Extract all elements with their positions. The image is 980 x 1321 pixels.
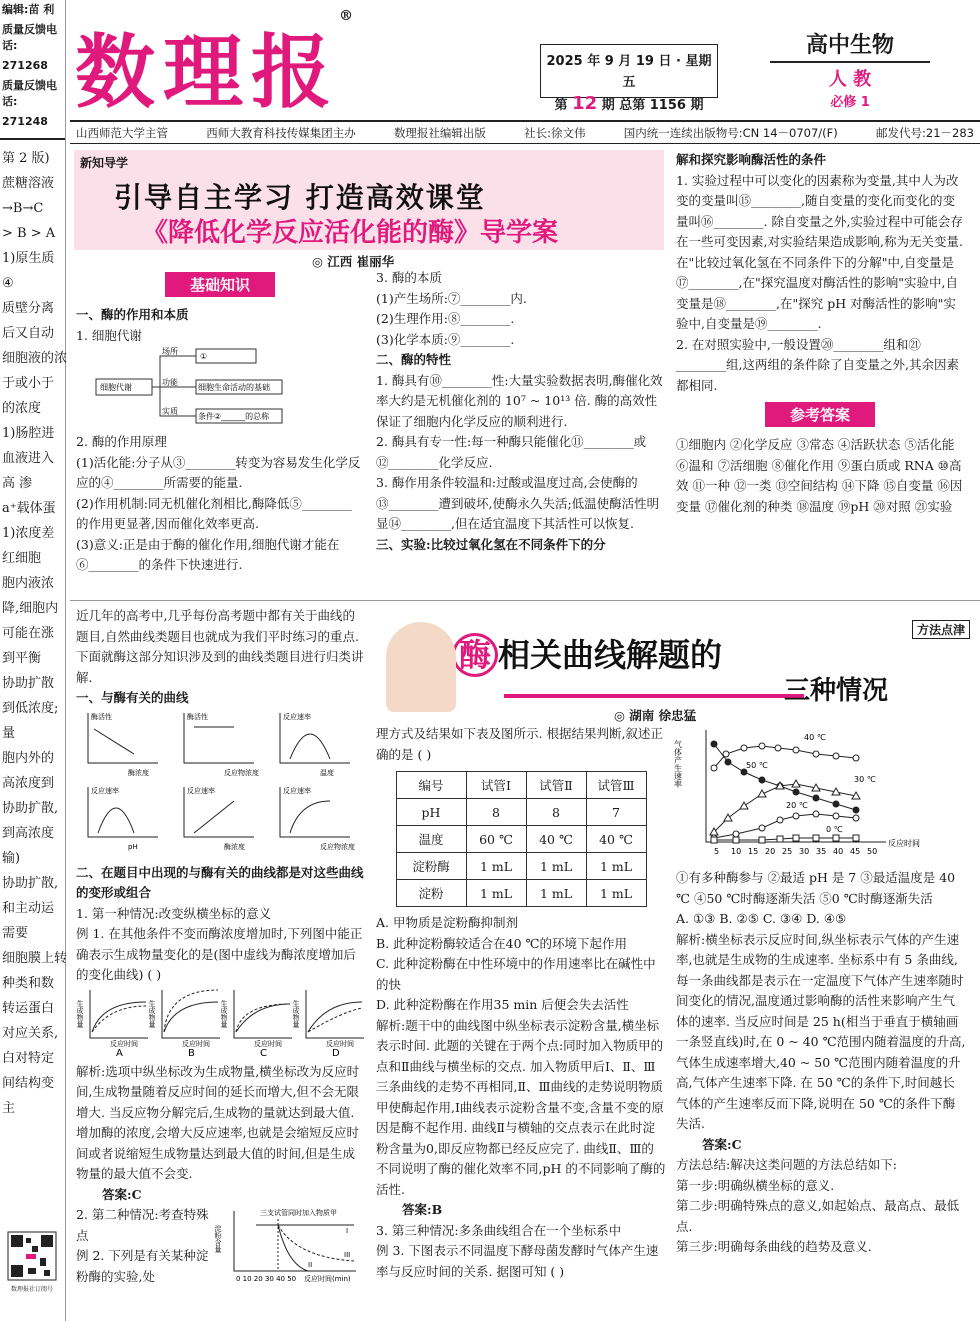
option-curve-dashed: [308, 1008, 362, 1032]
data-point: [759, 837, 765, 843]
option-letter: D: [332, 1047, 340, 1059]
subheading: 二、酶的特性: [376, 352, 452, 367]
data-point: [793, 813, 799, 819]
paragraph: (3)化学本质:⑨________.: [376, 331, 515, 347]
mini-curve: [290, 734, 330, 759]
diagram-root: 细胞代谢: [100, 383, 132, 392]
fragment-line: 量: [2, 726, 16, 741]
paragraph: 近几年的高考中,几乎每份高考题中都有关于曲线的题目,自然曲线类题目也就成为我们平时练习的重点. 下面就酶这部分知识涉及到的曲线类题目进行归类讲解.: [76, 608, 364, 685]
girl-photo: [386, 622, 456, 712]
x-tick: 30: [799, 847, 810, 856]
answers-heading: 参考答案: [765, 402, 875, 427]
title-char: 酶: [452, 633, 498, 677]
fragment-line: 高浓度到: [2, 776, 55, 791]
gas-rate-chart: [673, 724, 966, 864]
data-point: [777, 817, 783, 823]
option-y-label: 生成物量: [148, 999, 156, 1028]
x-tick: 15: [748, 847, 759, 856]
option-curve-dashed: [236, 1004, 290, 1032]
column-tag: 新知导学: [80, 156, 129, 170]
mini-y-label: 反应速率: [283, 786, 311, 795]
paragraph: 1. 酶具有⑩________性:大量实验数据表明,酶催化效率大约是无机催化剂的 10⁷ ~ 10¹³ 倍. 酶的高效性保证了细胞内化学反应的顺利进行.: [376, 372, 663, 429]
data-point: [833, 813, 839, 819]
data-point: [711, 837, 717, 843]
curves-column: [76, 606, 366, 1287]
data-point: [740, 802, 748, 809]
subheading: 3. 酶的本质: [376, 270, 442, 285]
mini-curve: [194, 801, 234, 833]
mini-y-label: 反应速率: [91, 786, 119, 795]
mini-x-label: 酶浓度: [224, 842, 245, 851]
step: 第三步:明确每条曲线的趋势及意义.: [676, 1239, 872, 1254]
mini-x-label: 酶浓度: [128, 768, 149, 777]
fragment-line: 主: [2, 1101, 16, 1116]
options: ①有多种酶参与 ②最适 pH 是 7 ③最适温度是 40 ℃ ④50 ℃时酶逐渐失活 ⑤0 ℃时酶逐渐失活: [676, 870, 956, 906]
answer: 答案:C: [702, 1136, 742, 1152]
data-point: [759, 743, 765, 749]
analysis: 解析:题干中的曲线图中纵坐标表示淀粉含量,横坐标表示时间. 此题的关键在于两个点:同时加入物质甲的点和Ⅱ曲线与横坐标的交点. 加入物质甲后Ⅰ、Ⅱ、Ⅲ三条曲线的走势不再相同,Ⅱ、Ⅲ曲线的走势说明物质甲使酶起作用,Ⅰ曲线表示淀粉含量不变,含量不变的原因是酶不起作用. 曲线Ⅱ与横轴的交点表示在此时淀粉含量为0,即反应物都已经反应完了. 曲线Ⅱ、Ⅲ的不同说明了酶的催化效率不同,pH 的不同影响了酶的活性.: [376, 1017, 666, 1197]
subheading: 一、与酶有关的曲线: [76, 690, 189, 705]
fragment-line: 蔗糖溶液: [2, 176, 55, 191]
mini-x-label: pH: [128, 842, 138, 851]
analysis: 解析:选项中纵坐标改为生成物量,横坐标改为反应时间,生成物量随着反应时间的延长而增大,但不会无限增大. 当反应物分解完后,生成物的量就达到最大值. 增加酶的浓度,会增大反应速率,也就是会缩短反应时间或者说缩短生成物量达到最大值的时间,但是生成物量的最大值不会变.: [76, 1063, 360, 1181]
subject-title: 高中生物: [770, 28, 930, 63]
x-axis-label: 反应时间: [888, 839, 920, 848]
diagram-branch: 实质: [162, 407, 178, 416]
issue-number: 12: [572, 93, 598, 114]
x-tick: 40: [833, 847, 844, 856]
step: 第一步:明确纵横坐标的意义.: [676, 1177, 835, 1193]
fragment-line: 胞内外的: [2, 751, 55, 766]
fragment-line: →B→C: [2, 201, 44, 216]
data-point: [733, 837, 739, 843]
fragment-line: 协助扩散,: [2, 876, 59, 891]
option-letter: A: [116, 1047, 123, 1059]
feedback-phone: 271248: [0, 112, 65, 140]
data-point: [833, 753, 839, 759]
fragment-line: 质壁分离: [2, 301, 55, 316]
table-header: 编号: [396, 772, 466, 799]
mini-x-label: 反应物浓度: [224, 768, 259, 777]
option-curve-dashed: [92, 1006, 146, 1032]
paragraph: 理方式及结果如下表及图所示. 根据结果判断,叙述正确的是 ( ): [376, 726, 663, 762]
table-row: 淀粉 1 mL 1 mL 1 mL: [396, 880, 646, 907]
data-point: [853, 835, 859, 841]
fragment-line: 于或小于: [2, 376, 55, 391]
series-label: II: [308, 1261, 313, 1269]
answer: 答案:B: [402, 1202, 443, 1217]
data-point: [853, 815, 859, 821]
option-letter: C: [260, 1047, 267, 1059]
subheading: 三、实验:比较过氧化氢在不同条件下的分: [376, 536, 606, 552]
fragment-line: 需要: [2, 926, 29, 941]
fragment-line: 胞内液浓: [2, 576, 55, 591]
fragment-line: 后又自动: [2, 326, 55, 341]
article-banner-2: [384, 620, 974, 720]
data-point: [777, 836, 783, 842]
data-point: [813, 751, 819, 757]
subheading: 1. 细胞代谢: [76, 327, 142, 343]
x-tick: 50: [867, 847, 878, 856]
example3-column: [673, 724, 966, 1258]
fragment-line: 间结构变: [2, 1076, 55, 1091]
option-curve-dashed: [164, 990, 218, 1032]
example-question: 例 1. 在其他条件不变而酶浓度增加时,下列图中能正确表示生成物量变化的是(图中虚线为酶浓度增加后的变化曲线) ( ): [76, 926, 363, 982]
option-x-label: 反应时间: [182, 1039, 210, 1048]
subheading: 二、在题目中出现的与酶有关的曲线都是对这些曲线的变形或组合: [76, 864, 364, 900]
fragment-line: > B > A: [2, 226, 56, 241]
annotation: 三支试管同时加入物质甲: [260, 1209, 337, 1217]
banner-title-2: 三种情况: [784, 676, 889, 706]
data-point: [833, 801, 839, 807]
mini-y-label: 酶活性: [91, 712, 112, 721]
logo-text: 数理报: [75, 25, 339, 119]
x-axis-label: 反应时间(min): [304, 1275, 351, 1283]
option-x-label: 反应时间: [110, 1039, 138, 1048]
option-y-label: 生成物量: [220, 999, 228, 1028]
fragment-line: 1)肠腔进: [2, 426, 55, 441]
table-header: 试管Ⅲ: [586, 772, 646, 799]
table-header: 试管Ⅰ: [466, 772, 526, 799]
enzyme-properties-column: [376, 268, 664, 555]
data-point: [853, 807, 859, 813]
pub-item: 数理报社编辑出版: [393, 125, 486, 140]
option-curve: [236, 1004, 290, 1032]
fragment-line: 到平衡: [2, 651, 42, 666]
option-x-label: 反应时间: [326, 1039, 354, 1048]
option-x-label: 反应时间: [254, 1039, 282, 1048]
x-tick: 20: [765, 847, 776, 856]
table-header: 试管Ⅱ: [526, 772, 586, 799]
x-tick: 25: [782, 847, 793, 856]
fragment-line: 降,细胞内: [2, 601, 59, 616]
data-point: [775, 745, 781, 751]
subheading: 1. 第一种情况:改变纵横坐标的意义: [76, 905, 272, 921]
fragment-line: 1)原生质: [2, 251, 55, 266]
mini-x-label: 反应物浓度: [320, 842, 355, 851]
fragment-line: 转运蛋白: [2, 1001, 55, 1016]
basics-column: [76, 272, 364, 576]
pub-item: 社长:徐文伟: [524, 125, 586, 140]
volume-label: 必修 1: [830, 95, 870, 110]
series-label: 0 ℃: [826, 825, 843, 834]
fragment-line: 到低浓度;: [2, 701, 59, 716]
article-author: ◎ 湖南 徐忠猛: [614, 708, 697, 723]
answer: 答案:C: [102, 1186, 142, 1202]
banner-title: 引导自主学习 打造高效课堂: [114, 181, 486, 214]
subheading: 解和探究影响酶活性的条件: [676, 152, 827, 167]
fragment-line: 白对特定: [2, 1051, 55, 1066]
diagram-branch: 功能: [162, 378, 178, 387]
banner-subtitle: 《降低化学反应活化能的酶》导学案: [142, 218, 559, 248]
paragraph: 3. 酶作用条件较温和:过酸或温度过高,会使酶的⑬________遭到破坏,使酶永久失活;低温使酶活性明显⑭________,但在适宜温度下其活性可以恢复.: [376, 475, 660, 531]
example2-column: [376, 724, 666, 1282]
x-tick: 5: [714, 847, 720, 856]
fragment-line: 对应关系,: [2, 1026, 59, 1041]
section-divider: [70, 600, 980, 601]
fragment-line: 细胞膜上转: [2, 951, 68, 966]
option-y-label: 生成物量: [76, 999, 84, 1028]
data-point: [741, 745, 747, 751]
data-point: [792, 780, 800, 787]
article-banner: [74, 150, 664, 250]
step: 第二步:明确特殊点的意义,如起始点、最高点、最低点.: [676, 1198, 960, 1234]
mini-curve: [290, 801, 330, 833]
pub-item: 邮发代号:21－283: [876, 125, 974, 140]
option-curve: [164, 1002, 218, 1032]
article-author: ◎ 江西 崔丽华: [312, 254, 395, 269]
experiment-column: [676, 150, 964, 517]
series-label: I: [346, 1227, 349, 1235]
paragraph: (2)作用机制:同无机催化剂相比,酶降低⑤________的作用更显著,因而催化效率更高.: [76, 495, 352, 531]
option-curve: [308, 1002, 362, 1032]
qr-code: [4, 1232, 60, 1292]
editor-line: 编辑:苗 利: [2, 3, 55, 16]
feedback-label: 质量反馈电话:: [2, 79, 57, 108]
fragment-line: 血液进入: [2, 451, 55, 466]
data-point: [758, 790, 766, 797]
banner-arrow: [504, 694, 804, 698]
fragment-line: 协助扩散: [2, 676, 55, 691]
data-point: [793, 789, 799, 795]
series-label: 20 ℃: [786, 801, 808, 810]
option-curve: [92, 1002, 146, 1032]
fragment-line: 协助扩散,: [2, 801, 59, 816]
data-point: [813, 835, 819, 841]
subheading: 一、酶的作用和本质: [76, 307, 189, 322]
option-y-label: 生成物量: [292, 999, 300, 1028]
newspaper-logo: [75, 8, 435, 119]
fragment-line: 和主动运: [2, 901, 55, 916]
issue-prefix: 第: [554, 98, 568, 113]
experiment-table: [396, 771, 647, 907]
issue-total: 期 总第 1156 期: [601, 98, 704, 113]
paragraph: (2)生理作用:⑧________.: [376, 311, 515, 326]
option: B. 此种淀粉酶较适合在40 ℃的环境下起作用: [376, 935, 627, 951]
data-point: [759, 825, 765, 831]
fragment-line: 种类和数: [2, 976, 55, 991]
paragraph: 1. 实验过程中可以变化的因素称为变量,其中人为改变的变量叫⑮________,随自变量的变化而变化的变量叫⑯________. 除自变量之外,实验过程中可能会存在一些可变因素,对实验结果造成影响,称为无关变量. 在"比较过氧化氢在不同条件下的分解"中,自变量是⑰________,在"探究温度对酶活性的影响"实验中,自变量是⑱________,在"探究 pH 对酶活性的影响"实验中,自变量是⑲________.: [676, 172, 963, 331]
example-question: 例 3. 下图表示不同温度下酵母菌发酵时气体产生速率与反应时间的关系. 据图可知 ( ): [376, 1243, 659, 1279]
y-axis-label: 气体产生速率: [673, 740, 683, 788]
example-question: 例 2. 下列是有关某种淀粉酶的实验,处: [76, 1248, 209, 1284]
data-point: [725, 759, 731, 765]
fragment-line: 高 渗: [2, 476, 33, 491]
data-point: [793, 747, 799, 753]
feedback-label: 质量反馈电话:: [2, 23, 57, 52]
starch-content-chart: [216, 1205, 366, 1285]
section-heading: 基础知识: [165, 272, 275, 297]
data-point: [759, 777, 765, 783]
analysis: 解析:横坐标表示反应时间,纵坐标表示气体的产生速率,也就是生成物的生成速率. 坐标系中有 5 条曲线,每一条曲线都是表示在一定温度下气体产生速率随时间变化的情况,温度通过影响酶的活性来影响产生气体的速率. 当反应时间是 25 h(相当于垂直于横轴画一条竖直线)时,在 0 ~ 40 ℃范围内随着温度的升高,气体生成速率增大,40 ~ 50 ℃范围内随着温度的升高,气体产生速率下降. 在 50 ℃的条件下,时间越长气体的产生速率反而下降,说明在 50 ℃的条件下酶失活.: [676, 931, 966, 1131]
fragment-line: 可能在涨: [2, 626, 55, 641]
date-box: [540, 44, 718, 114]
paragraph: 2. 在对照实验中,一般设置⑳________组和㉑________组,这两组的条件除了自变量之外,其余因素都相同.: [676, 336, 959, 393]
fragment-line: 红细胞: [2, 551, 42, 566]
x-ticks: 0 10 20 30 40 50: [236, 1275, 297, 1283]
registered-mark: ®: [339, 8, 361, 24]
series-label: III: [344, 1251, 351, 1259]
column-tag: 方法点津: [912, 620, 970, 639]
choices: A. ①③ B. ②⑤ C. ③④ D. ④⑤: [676, 911, 847, 926]
publication-info-bar: [70, 120, 980, 144]
banner-title: [452, 630, 722, 676]
x-tick: 45: [850, 847, 861, 856]
subheading: 3. 第三种情况:多条曲线组合在一个坐标系中: [376, 1222, 622, 1238]
qr-label: 数理报社订阅号: [10, 1286, 53, 1293]
paragraph: (1)活化能:分子从③________转变为容易发生化学反应的④________所需要的能量.: [76, 454, 361, 490]
fragment-line: a⁺载体蛋: [2, 501, 56, 516]
table-row: 淀粉酶 1 mL 1 mL 1 mL: [396, 853, 646, 880]
diagram-branch: 场所: [162, 347, 178, 356]
fragment-line: 输): [2, 851, 21, 866]
date-line: 2025 年 9 月 19 日 · 星期五: [546, 54, 712, 90]
x-tick: 35: [816, 847, 827, 856]
mini-curve: [94, 729, 134, 754]
option: A. 甲物质是淀粉酶抑制剂: [376, 915, 518, 930]
title-text: 相关曲线解题的: [498, 636, 723, 674]
pub-item: 山西师范大学主管: [76, 125, 168, 140]
fragment-line: 到高浓度: [2, 826, 55, 841]
paragraph: 2. 酶具有专一性:每一种酶只能催化⑪________或⑫________化学反应.: [376, 434, 647, 470]
data-point: [733, 831, 739, 837]
issue-line: [541, 93, 717, 116]
paragraph: (1)产生场所:⑦________内.: [376, 290, 527, 306]
diagram-node: 细胞生命活动的基础: [198, 383, 270, 392]
option: D. 此种淀粉酶在作用35 min 后便会失去活性: [376, 997, 629, 1012]
diagram-node: ①: [200, 352, 208, 361]
option-letter: B: [188, 1047, 195, 1059]
data-point: [711, 765, 717, 771]
pub-item: 西师大教育科技传媒集团主办: [206, 125, 356, 140]
y-axis-label: 淀粉含量: [214, 1225, 222, 1253]
fragment-line: 细胞液的浓: [2, 351, 68, 366]
x-tick: 10: [731, 847, 742, 856]
pub-item: 国内统一连续出版物号:CN 14－0707/(F): [623, 125, 838, 140]
method-summary: 方法总结:解决这类问题的方法总结如下:: [676, 1157, 897, 1172]
table-row: 温度 60 ℃ 40 ℃ 40 ℃: [396, 826, 646, 853]
data-point: [813, 795, 819, 801]
data-point: [833, 835, 839, 841]
table-row: pH 8 8 7: [396, 799, 646, 826]
series-label: 50 ℃: [746, 761, 768, 770]
fragment-line: 1)浓度差: [2, 526, 55, 541]
edition-label: 人 教: [828, 69, 872, 90]
data-point: [793, 835, 799, 841]
subject-block: [770, 28, 930, 110]
left-column-strip: [0, 0, 66, 1321]
feedback-phone: 271268: [2, 59, 48, 72]
data-point: [813, 811, 819, 817]
option: C. 此种淀粉酶在中性环境中的作用速率比在碱性中的快: [376, 956, 656, 992]
cell-metabolism-diagram: [76, 346, 364, 428]
series-label: 40 ℃: [804, 733, 826, 742]
data-point: [711, 741, 717, 747]
enzyme-curves-grid: [76, 709, 366, 859]
fragment-line: ④: [2, 276, 14, 291]
data-point: [724, 814, 732, 821]
paragraph: (3)意义:正是由于酶的催化作用,细胞代谢才能在⑥________的条件下快速进行.: [76, 536, 340, 572]
fragment-line: 第 2 版): [2, 151, 50, 166]
mini-y-label: 反应速率: [283, 712, 311, 721]
mini-y-label: 反应速率: [187, 786, 215, 795]
answers-list: ①细胞内 ②化学反应 ③常态 ④活跃状态 ⑤活化能 ⑥温和 ⑦活细胞 ⑧催化作用 ⑨蛋白质或 RNA ⑩高效 ⑪一种 ⑫一类 ⑬空间结构 ⑭下降 ⑮自变量 ⑯因变量 ⑰催化剂的种类 ⑱温度 ⑲pH ⑳对照 ㉑实验: [676, 437, 963, 514]
fragment-line: 的浓度: [2, 401, 42, 416]
data-point: [853, 755, 859, 761]
subheading: 2. 酶的作用原理: [76, 434, 167, 449]
mini-curve: [98, 808, 134, 833]
mini-x-label: 温度: [320, 768, 334, 777]
series-label: 30 ℃: [854, 775, 876, 784]
diagram-node: 条件②______的总称: [198, 412, 270, 421]
subheading: 2. 第二种情况:考查特殊点: [76, 1207, 209, 1243]
example1-options: [76, 986, 366, 1058]
mini-y-label: 酶活性: [187, 712, 208, 721]
previous-column-fragments: [0, 146, 68, 1121]
example2-row: [76, 1205, 366, 1287]
